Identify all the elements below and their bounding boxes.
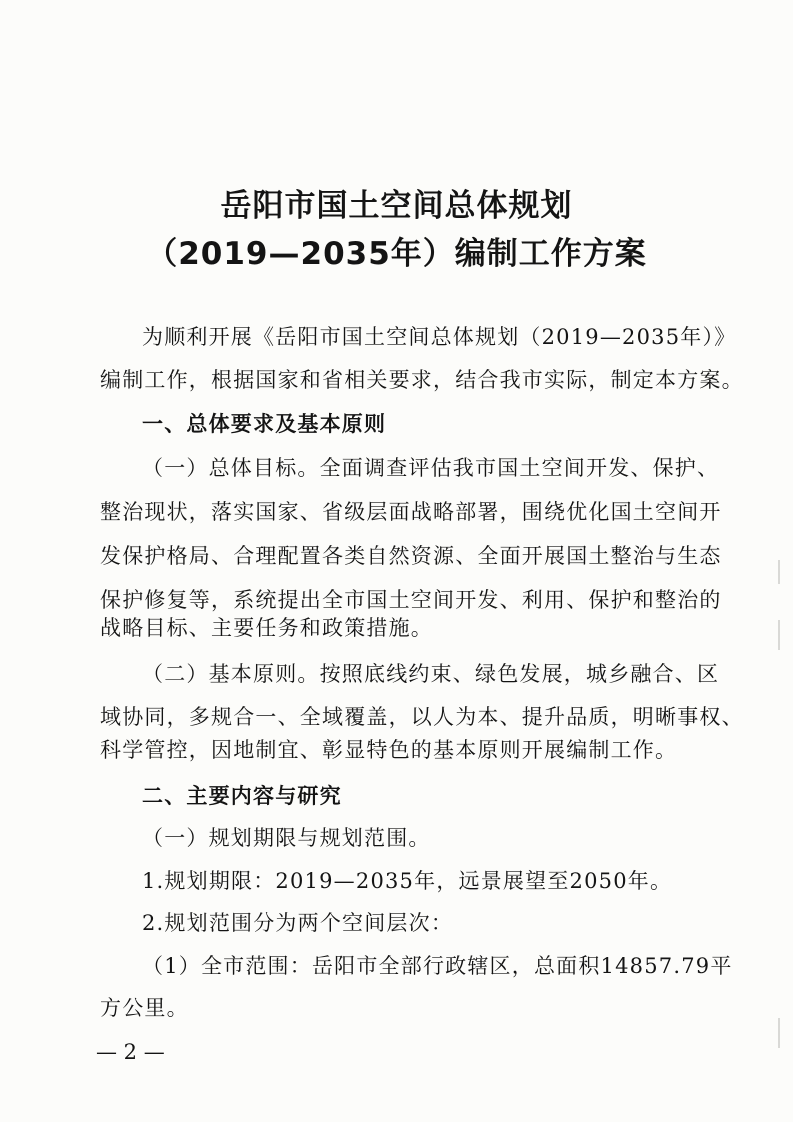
document-title-line2: （2019—2035年）编制工作方案 (146, 236, 647, 272)
paragraph-goal-line3: 发保护格局、合理配置各类自然资源、全面开展国土整治与生态 (100, 544, 722, 568)
paragraph-intro-line1: 为顺利开展《岳阳市国土空间总体规划（2019—2035年）》 (142, 325, 737, 349)
item-city-scope-line2: 方公里。 (100, 996, 189, 1020)
section-heading-2: 二、主要内容与研究 (142, 784, 342, 808)
page-number: — 2 — (96, 1040, 165, 1064)
paragraph-principle-line2: 域协同，多规合一、全域覆盖，以人为本、提升品质，明晰事权、 (100, 705, 744, 729)
paragraph-goal-line2: 整治现状，落实国家、省级层面战略部署，围绕优化国土空间开 (100, 500, 722, 524)
paragraph-principle-line1: （二）基本原则。按照底线约束、绿色发展，城乡融合、区 (142, 662, 720, 686)
subsection-period-scope: （一）规划期限与规划范围。 (142, 826, 431, 850)
paragraph-goal-line1: （一）总体目标。全面调查评估我市国土空间开发、保护、 (142, 456, 720, 480)
scan-mark (778, 620, 780, 650)
item-city-scope-line1: （1）全市范围：岳阳市全部行政辖区，总面积14857.79平 (142, 954, 733, 978)
item-planning-period: 1.规划期限：2019—2035年，远景展望至2050年。 (142, 869, 673, 893)
scan-mark (778, 1018, 780, 1048)
item-planning-scope: 2.规划范围分为两个空间层次： (142, 911, 454, 935)
document-title-line1: 岳阳市国土空间总体规划 (220, 188, 573, 224)
paragraph-goal-line5: 战略目标、主要任务和政策措施。 (100, 616, 433, 640)
paragraph-principle-line3: 科学管控，因地制宜、彰显特色的基本原则开展编制工作。 (100, 738, 678, 762)
section-heading-1: 一、总体要求及基本原则 (142, 412, 387, 436)
paragraph-intro-line2: 编制工作，根据国家和省相关要求，结合我市实际，制定本方案。 (100, 368, 744, 392)
paragraph-goal-line4: 保护修复等，系统提出全市国土空间开发、利用、保护和整治的 (100, 588, 722, 612)
scan-mark (778, 560, 780, 584)
